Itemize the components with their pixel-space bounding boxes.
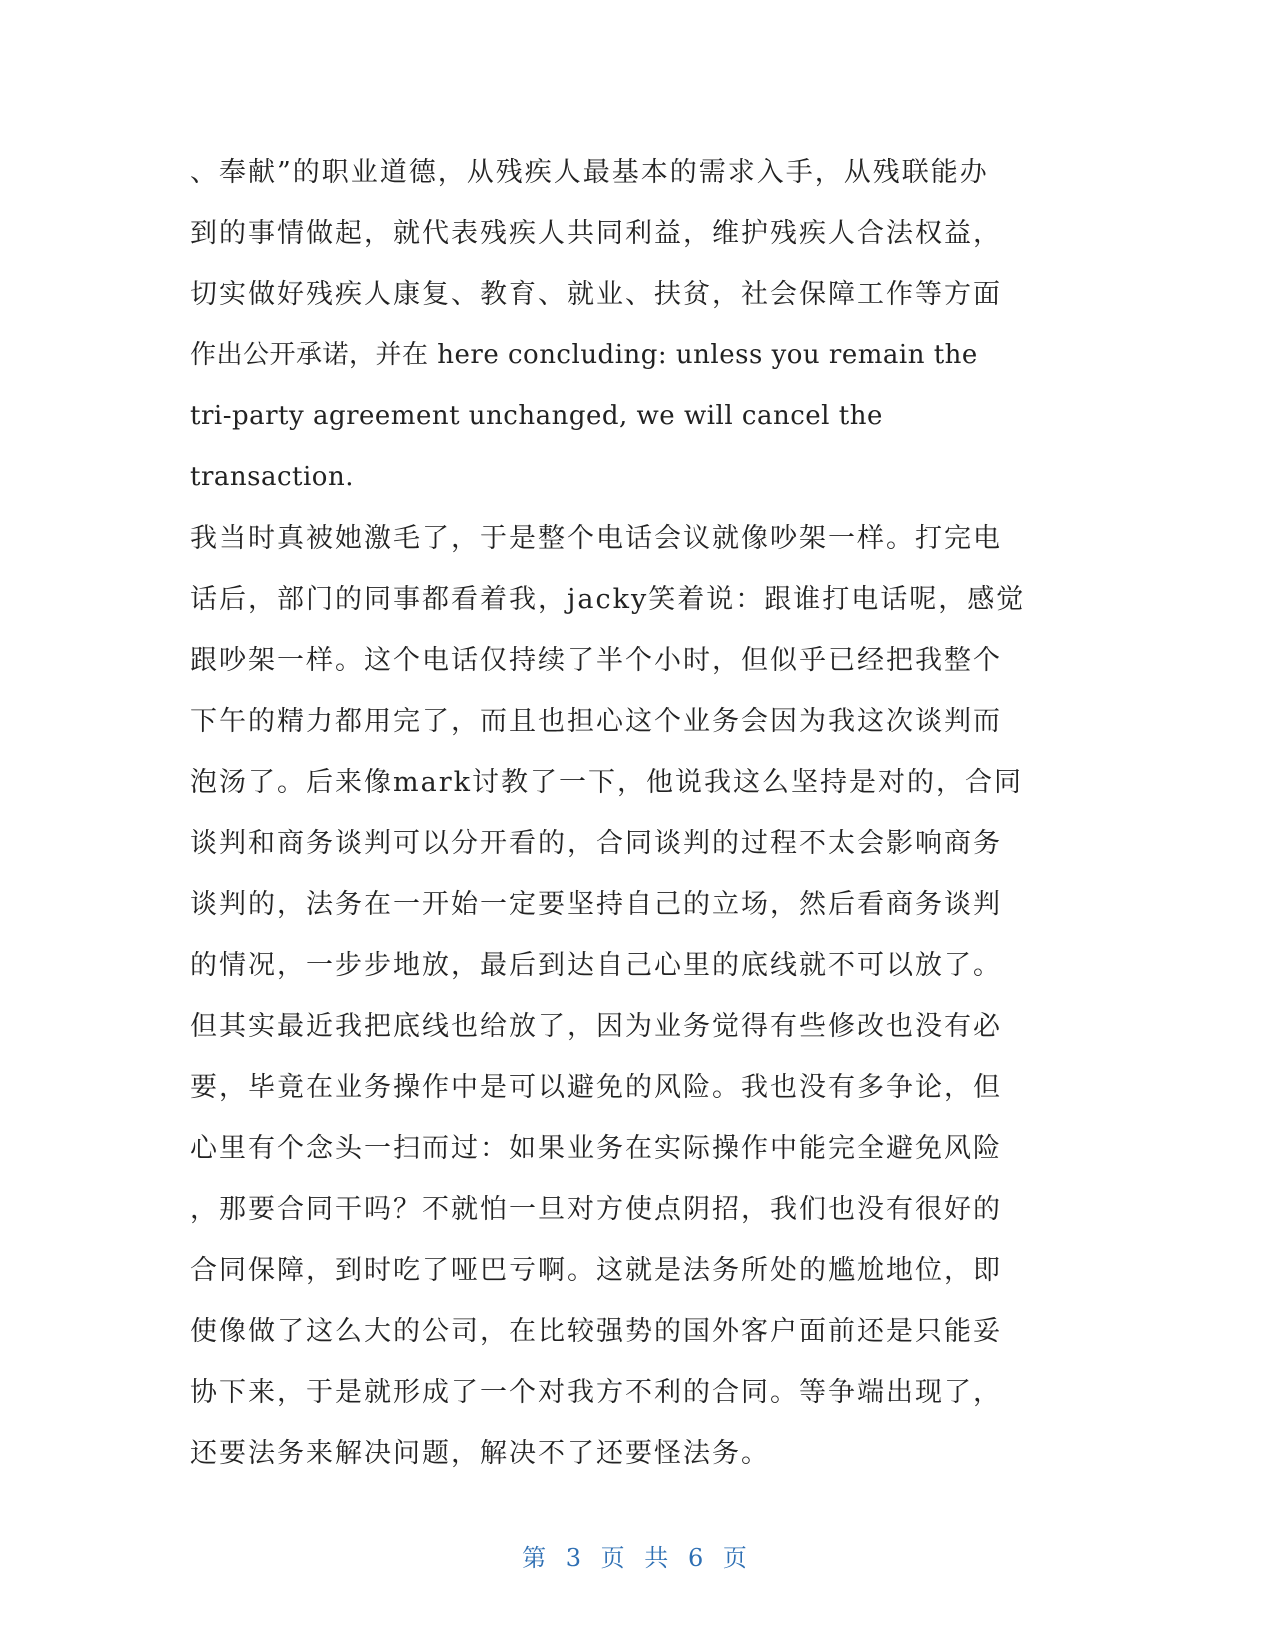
text-line: ，那要合同干吗？不就怕一旦对方使点阴招，我们也没有很好的 bbox=[190, 1194, 1002, 1225]
text-line: 我当时真被她激毛了，于是整个电话会议就像吵架一样。打完电 bbox=[190, 523, 1002, 554]
text-line: 到的事情做起，就代表残疾人共同利益，维护残疾人合法权益， bbox=[190, 218, 1002, 249]
text-line: 还要法务来解决问题，解决不了还要怪法务。 bbox=[190, 1438, 770, 1469]
text-line: 下午的精力都用完了，而且也担心这个业务会因为我这次谈判而 bbox=[190, 706, 1002, 737]
body-text bbox=[190, 142, 1090, 1484]
text-line: 要，毕竟在业务操作中是可以避免的风险。我也没有多争论，但 bbox=[190, 1072, 1002, 1103]
text-line: 、奉献”的职业道德，从残疾人最基本的需求入手，从残联能办 bbox=[190, 157, 989, 188]
text-line: tri-party agreement unchanged, we will cancel the bbox=[190, 401, 883, 431]
text-line: transaction. bbox=[190, 462, 354, 492]
text-line: 使像做了这么大的公司，在比较强势的国外客户面前还是只能妥 bbox=[190, 1316, 1002, 1347]
page-number-footer: 第 3 页 共 6 页 bbox=[522, 1544, 753, 1572]
text-line: 的情况，一步步地放，最后到达自己心里的底线就不可以放了。 bbox=[190, 950, 1002, 981]
text-line: 话后，部门的同事都看着我，jacky笑着说：跟谁打电话呢，感觉 bbox=[190, 584, 1026, 615]
text-line: 跟吵架一样。这个电话仅持续了半个小时，但似乎已经把我整个 bbox=[190, 645, 1002, 676]
text-line: 心里有个念头一扫而过：如果业务在实际操作中能完全避免风险 bbox=[190, 1133, 1002, 1164]
text-line: 泡汤了。后来像mark讨教了一下，他说我这么坚持是对的，合同 bbox=[190, 767, 1023, 798]
text-line: 但其实最近我把底线也给放了，因为业务觉得有些修改也没有必 bbox=[190, 1011, 1002, 1042]
text-line: 协下来，于是就形成了一个对我方不利的合同。等争端出现了， bbox=[190, 1377, 1002, 1408]
text-line: 切实做好残疾人康复、教育、就业、扶贫，社会保障工作等方面 bbox=[190, 279, 1002, 310]
text-line: 谈判的，法务在一开始一定要坚持自己的立场，然后看商务谈判 bbox=[190, 889, 1002, 920]
text-line: 合同保障，到时吃了哑巴亏啊。这就是法务所处的尴尬地位，即 bbox=[190, 1255, 1002, 1286]
text-line: 作出公开承诺，并在 here concluding: unless you remain the bbox=[190, 340, 978, 370]
text-line: 谈判和商务谈判可以分开看的，合同谈判的过程不太会影响商务 bbox=[190, 828, 1002, 859]
